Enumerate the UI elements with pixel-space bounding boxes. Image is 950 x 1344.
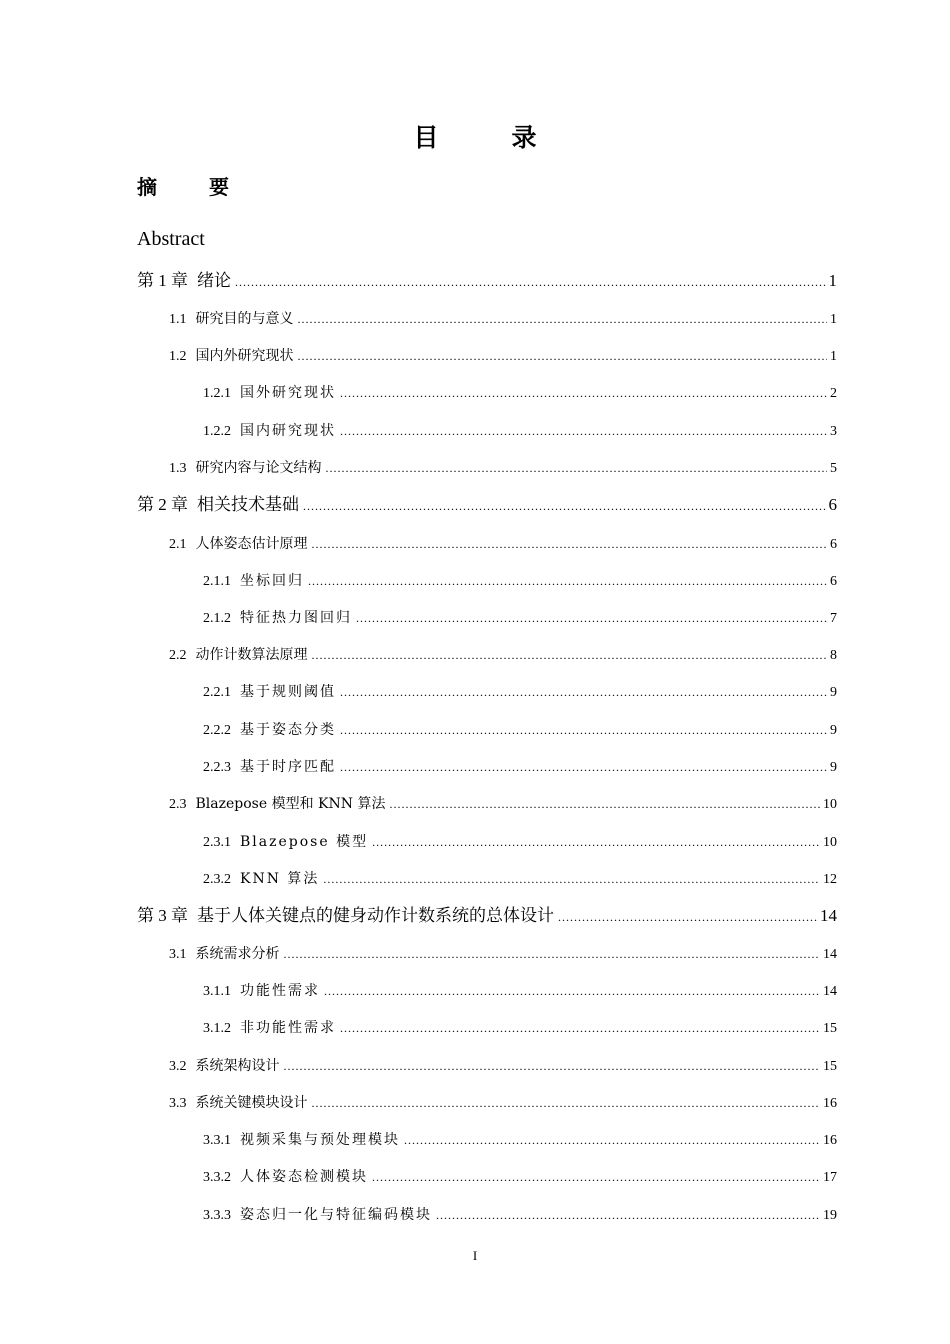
toc-entry-page: 19: [823, 1208, 837, 1223]
toc-entry: [137, 267, 837, 295]
toc-entry-title: KNN 算法: [240, 871, 320, 887]
toc-entry-title: 非功能性需求: [240, 1020, 336, 1036]
toc-entry: [203, 828, 837, 856]
toc-leader-dots: [312, 530, 828, 558]
toc-entry-number: 1.1: [169, 312, 187, 327]
toc-entry-title: 研究目的与意义: [195, 311, 294, 327]
toc-entry-number: 3.3: [169, 1096, 187, 1111]
toc-entry: [203, 678, 837, 706]
toc-leader-dots: [312, 641, 828, 669]
toc-leader-dots: [298, 342, 828, 370]
toc-entry-number: 第 2 章: [137, 495, 188, 514]
toc-entry-page: 9: [830, 685, 837, 700]
toc-entry-number: 3.3.2: [203, 1170, 231, 1185]
toc-entry: [169, 1089, 837, 1117]
toc-entry: [169, 530, 837, 558]
toc-entry-title: 坐标回归: [240, 573, 304, 589]
toc-entry: [169, 940, 837, 968]
toc-entry-number: 1.2: [169, 349, 187, 364]
toc-entry-title: 动作计数算法原理: [195, 647, 308, 663]
toc-leader-dots: [235, 268, 826, 296]
toc-entry: [169, 342, 837, 370]
toc-entry: [169, 1052, 837, 1080]
toc-entry-page: 3: [830, 424, 837, 439]
toc-entry-number: 2.2.3: [203, 760, 231, 775]
toc-entry-page: 6: [828, 495, 837, 514]
toc-entry: [203, 977, 837, 1005]
toc-entry-number: 2.3.1: [203, 835, 231, 850]
toc-entry-page: 16: [823, 1096, 837, 1111]
toc-entry-title: 视频采集与预处理模块: [240, 1132, 400, 1148]
toc-entry-number: 3.1.2: [203, 1021, 231, 1036]
toc-entry-number: 2.3.2: [203, 872, 231, 887]
toc-entry-page: 10: [823, 797, 837, 812]
toc-leader-dots: [340, 1014, 820, 1042]
toc-entry: [203, 753, 837, 781]
toc-entry-page: 15: [823, 1059, 837, 1074]
toc-entry-number: 2.2.1: [203, 685, 231, 700]
toc-entry-number: 3.1: [169, 947, 187, 962]
toc-leader-dots: [436, 1201, 820, 1229]
toc-entry-page: 9: [830, 723, 837, 738]
toc-leader-dots: [389, 790, 820, 818]
toc-entry-number: 1.2.2: [203, 424, 231, 439]
page-title: 目 录: [413, 123, 561, 152]
toc-entry-page: 12: [823, 872, 837, 887]
toc-entry: [203, 567, 837, 595]
toc-leader-dots: [284, 940, 821, 968]
toc-entry-page: 6: [830, 537, 837, 552]
toc-entry: [137, 902, 837, 930]
toc-entry-number: 3.3.3: [203, 1208, 231, 1223]
toc-entry-title: 基于规则阈值: [240, 684, 336, 700]
toc-entry-title: 基于人体关键点的健身动作计数系统的总体设计: [197, 906, 554, 926]
toc-leader-dots: [340, 716, 827, 744]
toc-entry: [169, 454, 837, 482]
toc-leader-dots: [558, 903, 817, 931]
toc-leader-dots: [298, 305, 828, 333]
toc-entry-number: 3.1.1: [203, 984, 231, 999]
toc-entry-number: 1.3: [169, 461, 187, 476]
toc-leader-dots: [340, 678, 827, 706]
toc-entry: [169, 305, 837, 333]
toc-entry: [203, 1163, 837, 1191]
toc-entry-title: 系统需求分析: [195, 946, 280, 962]
toc-leader-dots: [312, 1089, 821, 1117]
toc-entry-title: 功能性需求: [240, 983, 320, 999]
toc-entry: [169, 641, 837, 669]
toc-leader-dots: [324, 977, 820, 1005]
toc-entry-title: 基于时序匹配: [240, 759, 336, 775]
toc-entry: [203, 604, 837, 632]
toc-entry-page: 15: [823, 1021, 837, 1036]
toc-entry: [203, 1126, 837, 1154]
toc-entry-page: 6: [830, 574, 837, 589]
page-number: I: [472, 1248, 478, 1263]
toc-entry-title: 相关技术基础: [197, 495, 299, 515]
toc-entry-number: 2.1.2: [203, 611, 231, 626]
toc-leader-dots: [326, 454, 828, 482]
toc-entry-page: 1: [830, 312, 837, 327]
toc-leader-dots: [284, 1052, 821, 1080]
toc-entry: [137, 491, 837, 519]
toc-entry-title: 国内外研究现状: [195, 348, 294, 364]
toc-entry-title: 人体姿态检测模块: [240, 1169, 368, 1185]
toc-entry-title: 国外研究现状: [240, 385, 336, 401]
toc-entry-title: 系统架构设计: [195, 1058, 280, 1074]
toc-entry-page: 7: [830, 611, 837, 626]
toc-leader-dots: [308, 567, 827, 595]
toc-entry-title: 绪论: [197, 271, 231, 291]
toc-entry: [203, 417, 837, 445]
toc-leader-dots: [356, 604, 827, 632]
toc-entry-number: 1.2.1: [203, 386, 231, 401]
toc-entry-page: 10: [823, 835, 837, 850]
toc-entry: [203, 379, 837, 407]
toc-leader-dots: [372, 1163, 820, 1191]
toc-entry: [169, 790, 837, 818]
toc-entry-number: 2.2: [169, 648, 187, 663]
toc-leader-dots: [323, 865, 820, 893]
toc-leader-dots: [404, 1126, 820, 1154]
toc-entry-number: 第 1 章: [137, 271, 188, 290]
toc-entry: [203, 716, 837, 744]
toc-entry: [203, 865, 837, 893]
toc-leader-dots: [340, 417, 827, 445]
toc-abstract-en: Abstract: [137, 228, 205, 250]
toc-entry-page: 1: [828, 271, 837, 290]
toc-entry-title: 特征热力图回归: [240, 610, 352, 626]
toc-entry-page: 1: [830, 349, 837, 364]
toc-entry-page: 16: [823, 1133, 837, 1148]
toc-entry-title: 人体姿态估计原理: [195, 536, 308, 552]
toc-entry-number: 第 3 章: [137, 906, 188, 925]
toc-entry-page: 2: [830, 386, 837, 401]
toc-entry-page: 14: [820, 906, 837, 925]
toc-entry-title: Blazepose 模型和 KNN 算法: [195, 796, 386, 812]
toc-entry-page: 8: [830, 648, 837, 663]
toc-entry-page: 5: [830, 461, 837, 476]
toc-entry-number: 2.1: [169, 537, 187, 552]
toc-entry: [203, 1201, 837, 1229]
toc-leader-dots: [303, 492, 826, 520]
toc-entry-page: 9: [830, 760, 837, 775]
toc-entry-number: 3.3.1: [203, 1133, 231, 1148]
toc-leader-dots: [340, 379, 827, 407]
toc-entry-title: Blazepose 模型: [240, 834, 369, 850]
toc-entry-title: 研究内容与论文结构: [195, 460, 322, 476]
toc-entry-page: 14: [823, 984, 837, 999]
toc-leader-dots: [372, 828, 820, 856]
toc-entry-title: 系统关键模块设计: [195, 1095, 308, 1111]
toc-entry-title: 国内研究现状: [240, 423, 336, 439]
toc-abstract-cn: 摘 要: [137, 175, 245, 199]
toc-entry-number: 2.1.1: [203, 574, 231, 589]
toc-entry-title: 姿态归一化与特征编码模块: [240, 1207, 432, 1223]
toc-entry-number: 2.3: [169, 797, 187, 812]
toc-entry-number: 2.2.2: [203, 723, 231, 738]
toc-entry-title: 基于姿态分类: [240, 722, 336, 738]
toc-entry-page: 17: [823, 1170, 837, 1185]
toc-entry-page: 14: [823, 947, 837, 962]
toc-leader-dots: [340, 753, 827, 781]
toc-entry-number: 3.2: [169, 1059, 187, 1074]
toc-entry: [203, 1014, 837, 1042]
